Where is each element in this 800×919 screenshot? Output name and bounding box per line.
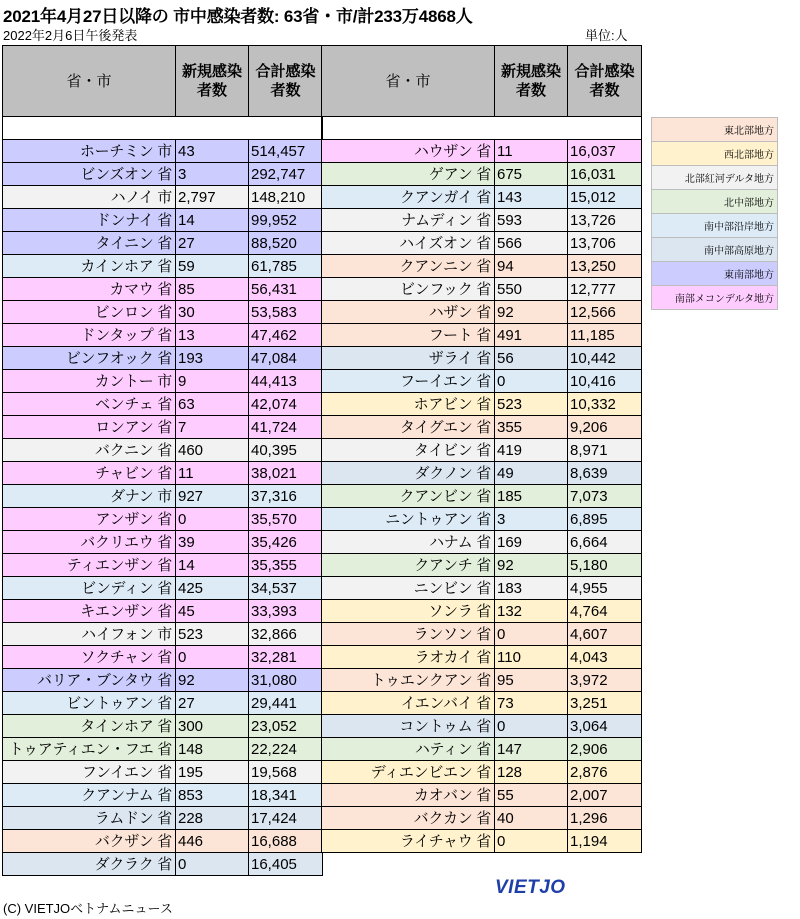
total-cases-cell: 23,052 <box>249 715 323 738</box>
total-cases-cell: 35,570 <box>249 508 323 531</box>
legend-item <box>652 142 778 166</box>
province-name-cell: ハナム 省 <box>322 531 495 554</box>
new-cases-cell: 11 <box>176 462 249 485</box>
new-cases-cell: 3 <box>176 163 249 186</box>
new-cases-cell: 0 <box>495 830 568 853</box>
province-name-cell: ビントゥアン 省 <box>3 692 176 715</box>
table-row <box>3 255 323 278</box>
new-cases-cell: 27 <box>176 692 249 715</box>
new-cases-cell: 9 <box>176 370 249 393</box>
total-cases-cell: 13,250 <box>568 255 642 278</box>
province-name-cell: ランソン 省 <box>322 623 495 646</box>
province-name-cell: ティエンザン 省 <box>3 554 176 577</box>
table-row <box>3 623 323 646</box>
province-name-cell: ドンナイ 省 <box>3 209 176 232</box>
new-cases-cell: 491 <box>495 324 568 347</box>
total-cases-cell: 2,906 <box>568 738 642 761</box>
legend-label: 西北部地方 <box>652 142 778 166</box>
table-row <box>322 163 642 186</box>
column-header-new: 新規感染者数 <box>176 46 249 117</box>
new-cases-cell: 49 <box>495 462 568 485</box>
table-row <box>3 600 323 623</box>
legend-item <box>652 262 778 286</box>
total-cases-cell: 6,895 <box>568 508 642 531</box>
legend-label: 南中部沿岸地方 <box>652 214 778 238</box>
total-cases-cell: 10,442 <box>568 347 642 370</box>
new-cases-cell: 39 <box>176 531 249 554</box>
new-cases-cell: 56 <box>495 347 568 370</box>
province-name-cell: ザライ 省 <box>322 347 495 370</box>
total-cases-cell: 31,080 <box>249 669 323 692</box>
right-cases-table <box>321 45 642 853</box>
new-cases-cell: 183 <box>495 577 568 600</box>
total-cases-cell: 10,416 <box>568 370 642 393</box>
total-cases-cell: 47,084 <box>249 347 323 370</box>
table-row <box>322 416 642 439</box>
header-spacer <box>322 117 642 140</box>
province-name-cell: ビンズオン 省 <box>3 163 176 186</box>
new-cases-cell: 195 <box>176 761 249 784</box>
total-cases-cell: 4,764 <box>568 600 642 623</box>
total-cases-cell: 35,426 <box>249 531 323 554</box>
total-cases-cell: 38,021 <box>249 462 323 485</box>
new-cases-cell: 55 <box>495 784 568 807</box>
new-cases-cell: 0 <box>495 370 568 393</box>
province-name-cell: ゲアン 省 <box>322 163 495 186</box>
province-name-cell: ソンラ 省 <box>322 600 495 623</box>
column-header-total: 合計感染者数 <box>249 46 323 117</box>
legend-item <box>652 190 778 214</box>
new-cases-cell: 0 <box>176 646 249 669</box>
new-cases-cell: 169 <box>495 531 568 554</box>
new-cases-cell: 14 <box>176 554 249 577</box>
province-name-cell: ビンフック 省 <box>322 278 495 301</box>
province-name-cell: カインホア 省 <box>3 255 176 278</box>
table-row <box>322 278 642 301</box>
table-row <box>3 853 323 876</box>
total-cases-cell: 3,064 <box>568 715 642 738</box>
table-row <box>3 531 323 554</box>
new-cases-cell: 355 <box>495 416 568 439</box>
total-cases-cell: 5,180 <box>568 554 642 577</box>
province-name-cell: トゥアティエン・フエ 省 <box>3 738 176 761</box>
legend-label: 北部紅河デルタ地方 <box>652 166 778 190</box>
new-cases-cell: 523 <box>495 393 568 416</box>
new-cases-cell: 0 <box>495 715 568 738</box>
region-legend <box>651 117 778 310</box>
new-cases-cell: 94 <box>495 255 568 278</box>
table-row <box>3 163 323 186</box>
unit-label: 単位:人 <box>585 28 628 43</box>
total-cases-cell: 1,194 <box>568 830 642 853</box>
province-name-cell: ドンタップ 省 <box>3 324 176 347</box>
total-cases-cell: 292,747 <box>249 163 323 186</box>
page-title: 2021年4月27日以降の 市中感染者数: 63省・市/計233万4868人 <box>3 7 473 26</box>
total-cases-cell: 16,405 <box>249 853 323 876</box>
table-row <box>322 692 642 715</box>
table-row <box>322 600 642 623</box>
table-row <box>3 278 323 301</box>
table-row <box>322 439 642 462</box>
table-row <box>322 623 642 646</box>
province-name-cell: キエンザン 省 <box>3 600 176 623</box>
province-name-cell: バリア・ブンタウ 省 <box>3 669 176 692</box>
legend-item <box>652 166 778 190</box>
province-name-cell: タイビン 省 <box>322 439 495 462</box>
total-cases-cell: 32,866 <box>249 623 323 646</box>
province-name-cell: フンイエン 省 <box>3 761 176 784</box>
table-row <box>322 140 642 163</box>
total-cases-cell: 41,724 <box>249 416 323 439</box>
table-row <box>322 324 642 347</box>
total-cases-cell: 44,413 <box>249 370 323 393</box>
new-cases-cell: 419 <box>495 439 568 462</box>
total-cases-cell: 4,955 <box>568 577 642 600</box>
table-row <box>3 554 323 577</box>
table-row <box>322 255 642 278</box>
province-name-cell: クアンニン 省 <box>322 255 495 278</box>
total-cases-cell: 12,566 <box>568 301 642 324</box>
new-cases-cell: 92 <box>176 669 249 692</box>
province-name-cell: ハイフォン 市 <box>3 623 176 646</box>
table-row <box>322 761 642 784</box>
new-cases-cell: 110 <box>495 646 568 669</box>
province-name-cell: カマウ 省 <box>3 278 176 301</box>
province-name-cell: ソクチャン 省 <box>3 646 176 669</box>
table-row <box>322 738 642 761</box>
province-name-cell: バクカン 省 <box>322 807 495 830</box>
total-cases-cell: 2,876 <box>568 761 642 784</box>
province-name-cell: クアンチ 省 <box>322 554 495 577</box>
new-cases-cell: 7 <box>176 416 249 439</box>
new-cases-cell: 523 <box>176 623 249 646</box>
legend-item <box>652 286 778 310</box>
table-row <box>322 646 642 669</box>
new-cases-cell: 147 <box>495 738 568 761</box>
left-cases-table <box>2 45 323 876</box>
table-row <box>3 370 323 393</box>
total-cases-cell: 32,281 <box>249 646 323 669</box>
province-name-cell: ハザン 省 <box>322 301 495 324</box>
total-cases-cell: 17,424 <box>249 807 323 830</box>
new-cases-cell: 85 <box>176 278 249 301</box>
copyright-credit: (C) VIETJOベトナムニュース <box>3 901 173 916</box>
table-row <box>322 508 642 531</box>
table-header-row <box>3 46 323 117</box>
legend-label: 東南部地方 <box>652 262 778 286</box>
table-row <box>322 462 642 485</box>
province-name-cell: ダナン 市 <box>3 485 176 508</box>
table-row <box>3 646 323 669</box>
province-name-cell: バクザン 省 <box>3 830 176 853</box>
legend-label: 南部メコンデルタ地方 <box>652 286 778 310</box>
province-name-cell: ベンチェ 省 <box>3 393 176 416</box>
total-cases-cell: 9,206 <box>568 416 642 439</box>
total-cases-cell: 16,031 <box>568 163 642 186</box>
total-cases-cell: 61,785 <box>249 255 323 278</box>
new-cases-cell: 43 <box>176 140 249 163</box>
province-name-cell: ビンフオック 省 <box>3 347 176 370</box>
table-row <box>3 761 323 784</box>
table-row <box>322 784 642 807</box>
new-cases-cell: 0 <box>176 853 249 876</box>
province-name-cell: タイグエン 省 <box>322 416 495 439</box>
table-row <box>3 485 323 508</box>
new-cases-cell: 148 <box>176 738 249 761</box>
table-row <box>322 830 642 853</box>
new-cases-cell: 11 <box>495 140 568 163</box>
province-name-cell: ライチャウ 省 <box>322 830 495 853</box>
province-name-cell: ビンロン 省 <box>3 301 176 324</box>
province-name-cell: カオバン 省 <box>322 784 495 807</box>
table-row <box>3 784 323 807</box>
new-cases-cell: 92 <box>495 554 568 577</box>
total-cases-cell: 22,224 <box>249 738 323 761</box>
table-row <box>322 301 642 324</box>
table-row <box>3 830 323 853</box>
province-name-cell: バクリエウ 省 <box>3 531 176 554</box>
new-cases-cell: 0 <box>495 623 568 646</box>
total-cases-cell: 8,971 <box>568 439 642 462</box>
new-cases-cell: 185 <box>495 485 568 508</box>
table-row <box>322 232 642 255</box>
vietjo-logo: VIETJO <box>495 877 566 898</box>
table-row <box>3 209 323 232</box>
total-cases-cell: 88,520 <box>249 232 323 255</box>
table-row <box>322 485 642 508</box>
new-cases-cell: 14 <box>176 209 249 232</box>
total-cases-cell: 35,355 <box>249 554 323 577</box>
province-name-cell: ハイズオン 省 <box>322 232 495 255</box>
new-cases-cell: 550 <box>495 278 568 301</box>
table-row <box>322 715 642 738</box>
legend-item <box>652 118 778 142</box>
table-row <box>322 370 642 393</box>
province-name-cell: クアンビン 省 <box>322 485 495 508</box>
total-cases-cell: 18,341 <box>249 784 323 807</box>
total-cases-cell: 12,777 <box>568 278 642 301</box>
province-name-cell: タイニン 省 <box>3 232 176 255</box>
province-name-cell: フーイエン 省 <box>322 370 495 393</box>
left-table-body <box>3 140 323 876</box>
table-row <box>3 347 323 370</box>
new-cases-cell: 128 <box>495 761 568 784</box>
new-cases-cell: 13 <box>176 324 249 347</box>
new-cases-cell: 73 <box>495 692 568 715</box>
table-row <box>3 692 323 715</box>
total-cases-cell: 148,210 <box>249 186 323 209</box>
table-row <box>3 577 323 600</box>
header-spacer <box>3 117 323 140</box>
province-name-cell: ニンビン 省 <box>322 577 495 600</box>
total-cases-cell: 13,726 <box>568 209 642 232</box>
total-cases-cell: 3,251 <box>568 692 642 715</box>
table-row <box>322 186 642 209</box>
total-cases-cell: 99,952 <box>249 209 323 232</box>
new-cases-cell: 593 <box>495 209 568 232</box>
total-cases-cell: 514,457 <box>249 140 323 163</box>
table-row <box>3 669 323 692</box>
total-cases-cell: 6,664 <box>568 531 642 554</box>
total-cases-cell: 34,537 <box>249 577 323 600</box>
table-row <box>322 531 642 554</box>
table-row <box>3 232 323 255</box>
new-cases-cell: 0 <box>176 508 249 531</box>
new-cases-cell: 132 <box>495 600 568 623</box>
province-name-cell: ラオカイ 省 <box>322 646 495 669</box>
legend-label: 北中部地方 <box>652 190 778 214</box>
new-cases-cell: 27 <box>176 232 249 255</box>
table-header-row <box>322 46 642 117</box>
province-name-cell: コントゥム 省 <box>322 715 495 738</box>
column-header-total: 合計感染者数 <box>568 46 642 117</box>
column-header-province: 省・市 <box>3 46 176 117</box>
total-cases-cell: 33,393 <box>249 600 323 623</box>
province-name-cell: ハウザン 省 <box>322 140 495 163</box>
province-name-cell: クアンガイ 省 <box>322 186 495 209</box>
total-cases-cell: 3,972 <box>568 669 642 692</box>
province-name-cell: ホアビン 省 <box>322 393 495 416</box>
total-cases-cell: 37,316 <box>249 485 323 508</box>
new-cases-cell: 63 <box>176 393 249 416</box>
new-cases-cell: 300 <box>176 715 249 738</box>
province-name-cell: ラムドン 省 <box>3 807 176 830</box>
new-cases-cell: 460 <box>176 439 249 462</box>
new-cases-cell: 3 <box>495 508 568 531</box>
table-row <box>3 508 323 531</box>
province-name-cell: カントー 市 <box>3 370 176 393</box>
table-row <box>3 439 323 462</box>
total-cases-cell: 47,462 <box>249 324 323 347</box>
province-name-cell: イエンバイ 省 <box>322 692 495 715</box>
total-cases-cell: 4,607 <box>568 623 642 646</box>
total-cases-cell: 4,043 <box>568 646 642 669</box>
province-name-cell: ハノイ 市 <box>3 186 176 209</box>
legend-item <box>652 238 778 262</box>
province-name-cell: タインホア 省 <box>3 715 176 738</box>
total-cases-cell: 53,583 <box>249 301 323 324</box>
total-cases-cell: 13,706 <box>568 232 642 255</box>
table-row <box>322 669 642 692</box>
new-cases-cell: 45 <box>176 600 249 623</box>
table-row <box>322 209 642 232</box>
total-cases-cell: 2,007 <box>568 784 642 807</box>
table-row <box>3 324 323 347</box>
new-cases-cell: 228 <box>176 807 249 830</box>
new-cases-cell: 927 <box>176 485 249 508</box>
new-cases-cell: 59 <box>176 255 249 278</box>
province-name-cell: フート 省 <box>322 324 495 347</box>
total-cases-cell: 16,037 <box>568 140 642 163</box>
total-cases-cell: 40,395 <box>249 439 323 462</box>
new-cases-cell: 95 <box>495 669 568 692</box>
table-row <box>3 738 323 761</box>
new-cases-cell: 193 <box>176 347 249 370</box>
table-row <box>322 807 642 830</box>
table-row <box>322 393 642 416</box>
province-name-cell: ビンディン 省 <box>3 577 176 600</box>
new-cases-cell: 30 <box>176 301 249 324</box>
table-row <box>322 554 642 577</box>
legend-label: 東北部地方 <box>652 118 778 142</box>
table-row <box>3 807 323 830</box>
total-cases-cell: 29,441 <box>249 692 323 715</box>
province-name-cell: バクニン 省 <box>3 439 176 462</box>
province-name-cell: ダクノン 省 <box>322 462 495 485</box>
total-cases-cell: 1,296 <box>568 807 642 830</box>
table-row <box>3 301 323 324</box>
right-table-body <box>322 140 642 853</box>
new-cases-cell: 446 <box>176 830 249 853</box>
announcement-date: 2022年2月6日午後発表 <box>3 28 138 43</box>
new-cases-cell: 853 <box>176 784 249 807</box>
table-row <box>3 186 323 209</box>
legend-item <box>652 214 778 238</box>
total-cases-cell: 56,431 <box>249 278 323 301</box>
province-name-cell: ニントゥアン 省 <box>322 508 495 531</box>
new-cases-cell: 143 <box>495 186 568 209</box>
table-row <box>3 416 323 439</box>
new-cases-cell: 675 <box>495 163 568 186</box>
province-name-cell: ホーチミン 市 <box>3 140 176 163</box>
table-row <box>3 393 323 416</box>
table-row <box>322 347 642 370</box>
province-name-cell: ディエンビエン 省 <box>322 761 495 784</box>
table-row <box>322 577 642 600</box>
new-cases-cell: 566 <box>495 232 568 255</box>
province-name-cell: ハティン 省 <box>322 738 495 761</box>
total-cases-cell: 7,073 <box>568 485 642 508</box>
total-cases-cell: 15,012 <box>568 186 642 209</box>
province-name-cell: トゥエンクアン 省 <box>322 669 495 692</box>
column-header-new: 新規感染者数 <box>495 46 568 117</box>
total-cases-cell: 10,332 <box>568 393 642 416</box>
table-row <box>3 140 323 163</box>
province-name-cell: チャビン 省 <box>3 462 176 485</box>
new-cases-cell: 40 <box>495 807 568 830</box>
new-cases-cell: 2,797 <box>176 186 249 209</box>
total-cases-cell: 8,639 <box>568 462 642 485</box>
province-name-cell: アンザン 省 <box>3 508 176 531</box>
total-cases-cell: 42,074 <box>249 393 323 416</box>
table-row <box>3 715 323 738</box>
new-cases-cell: 425 <box>176 577 249 600</box>
province-name-cell: ナムディン 省 <box>322 209 495 232</box>
new-cases-cell: 92 <box>495 301 568 324</box>
table-row <box>3 462 323 485</box>
province-name-cell: ダクラク 省 <box>3 853 176 876</box>
province-name-cell: ロンアン 省 <box>3 416 176 439</box>
column-header-province: 省・市 <box>322 46 495 117</box>
total-cases-cell: 11,185 <box>568 324 642 347</box>
province-name-cell: クアンナム 省 <box>3 784 176 807</box>
total-cases-cell: 16,688 <box>249 830 323 853</box>
legend-label: 南中部高原地方 <box>652 238 778 262</box>
total-cases-cell: 19,568 <box>249 761 323 784</box>
